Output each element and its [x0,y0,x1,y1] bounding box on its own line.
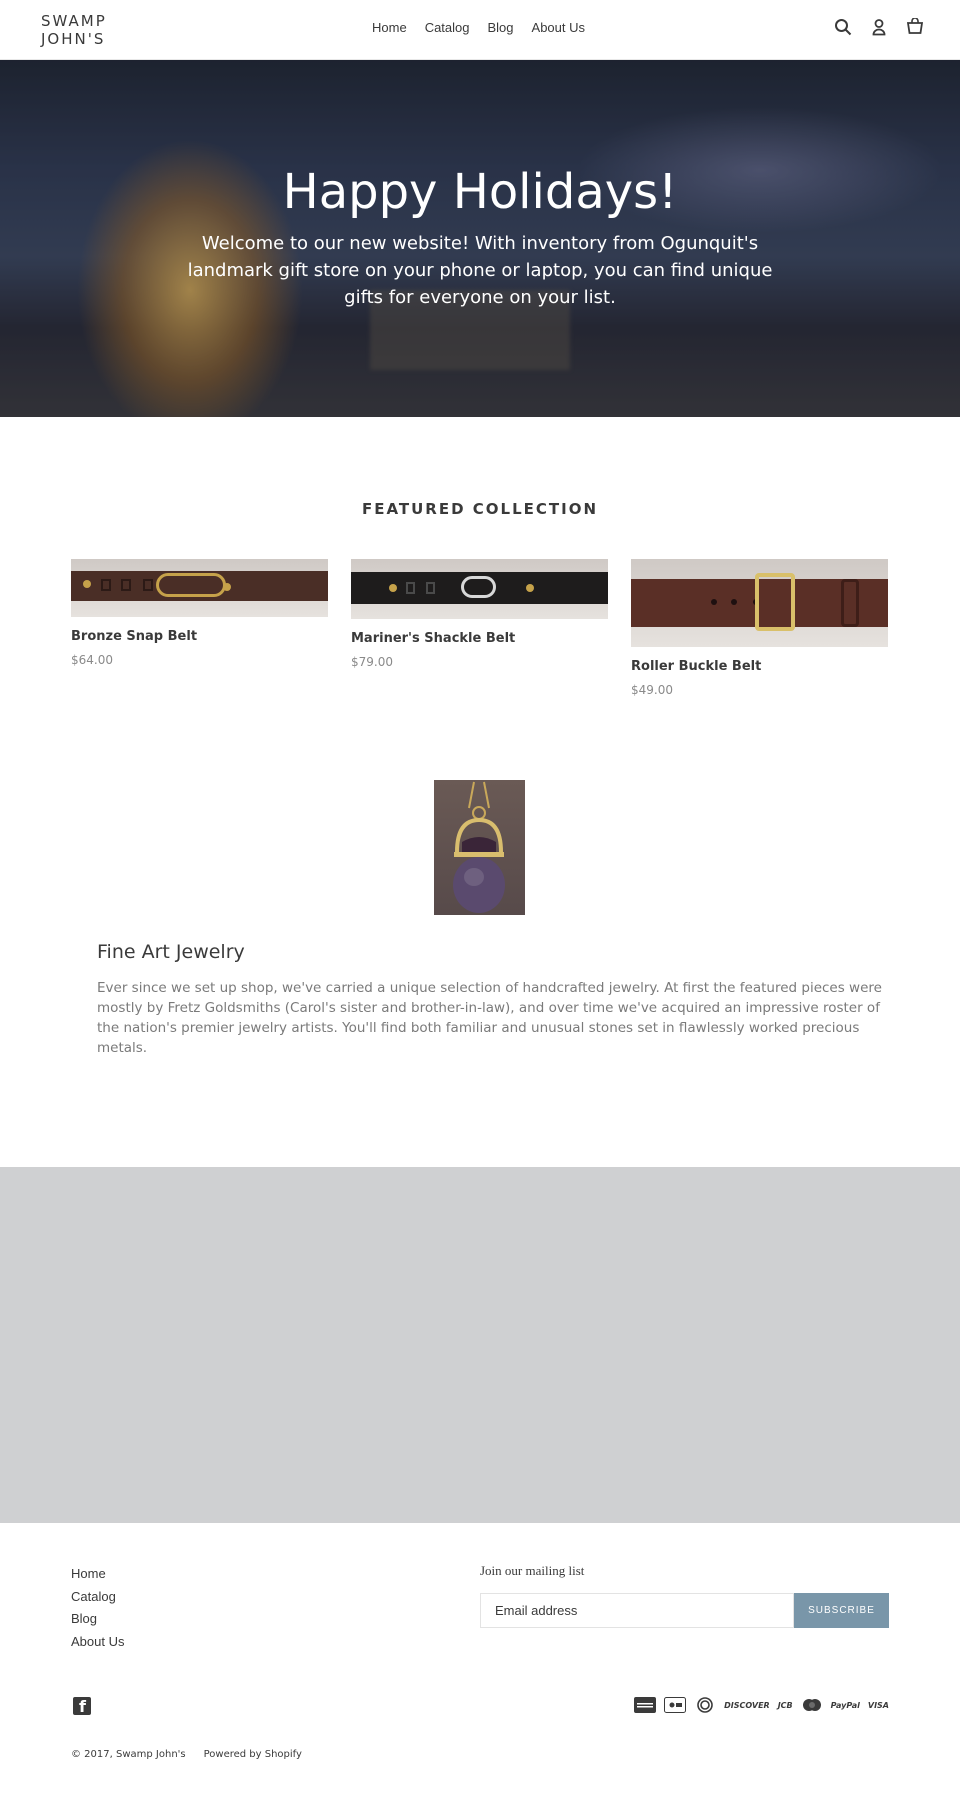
product-price: $79.00 [351,655,393,669]
product-card[interactable] [631,559,888,697]
product-image[interactable] [631,559,888,647]
email-field[interactable] [480,1593,794,1628]
site-header [0,0,960,60]
copyright-text: © 2017, Swamp John's [71,1749,186,1760]
hero-text: Welcome to our new website! With inventory from Ogunquit's landmark gift store on your phone or laptop, you can find unique gifts for everyone on your list. [187,233,773,308]
footer-link-home[interactable]: Home [71,1566,106,1581]
product-name[interactable]: Roller Buckle Belt [631,659,762,674]
pendant-image [434,780,525,915]
hero-banner [0,60,960,417]
product-card[interactable] [71,559,328,667]
header-icons [834,18,924,36]
footer-link-blog[interactable]: Blog [71,1611,98,1626]
nav-about-us[interactable]: About Us [531,20,586,35]
footer-nav [71,1563,124,1653]
mastercard-icon [801,1697,823,1713]
payment-icons [634,1697,889,1713]
product-card[interactable] [351,559,608,669]
map-placeholder [0,1167,960,1523]
diners-club-icon [694,1697,716,1713]
belt-image [71,559,328,617]
copyright [71,1749,302,1760]
american-express-icon [634,1697,656,1713]
product-price: $49.00 [631,683,673,697]
visa-icon: VISA [867,1700,889,1710]
jcb-icon: JCB [777,1700,793,1710]
account-icon[interactable] [870,18,888,36]
apple-pay-icon [664,1697,686,1713]
hero-title: Happy Holidays! [282,164,678,220]
belt-image [351,559,608,619]
product-price: $64.00 [71,653,113,667]
subscribe-button[interactable]: SUBSCRIBE [794,1593,889,1628]
footer-link-about-us[interactable]: About Us [71,1633,125,1649]
footer-link-catalog[interactable]: Catalog [71,1588,116,1604]
powered-by-link[interactable]: Powered by Shopify [203,1749,302,1760]
featured-collection-title: FEATURED COLLECTION [361,500,599,518]
nav-catalog[interactable]: Catalog [424,20,470,35]
nav-blog[interactable]: Blog [487,20,514,35]
site-logo[interactable]: SWAMP JOHN'S [41,12,107,48]
paypal-icon: PayPal [830,1700,860,1710]
main-nav [372,20,585,35]
mailing-list-title: Join our mailing list [480,1563,585,1578]
cart-icon[interactable] [906,18,924,36]
jewelry-text: Ever since we set up shop, we've carried a unique selection of handcrafted jewelry. At first the featured pieces were mostly by Fretz Goldsmiths (Carol's sister and brother-in-law), and over time we've acquired an impressive roster of the nation's premier jewelry artists. You'll find both familiar and unusual stones set in flawlessly worked precious metals. [97,980,882,1056]
product-name[interactable]: Mariner's Shackle Belt [351,631,516,646]
facebook-icon[interactable] [73,1697,91,1715]
jewelry-title: Fine Art Jewelry [97,941,245,963]
discover-icon: DISCOVER [724,1700,770,1710]
search-icon[interactable] [834,18,852,36]
belt-image [631,559,888,647]
product-image[interactable] [351,559,608,619]
nav-home[interactable]: Home [372,20,407,35]
product-name[interactable]: Bronze Snap Belt [71,629,198,644]
product-image[interactable] [71,559,328,617]
